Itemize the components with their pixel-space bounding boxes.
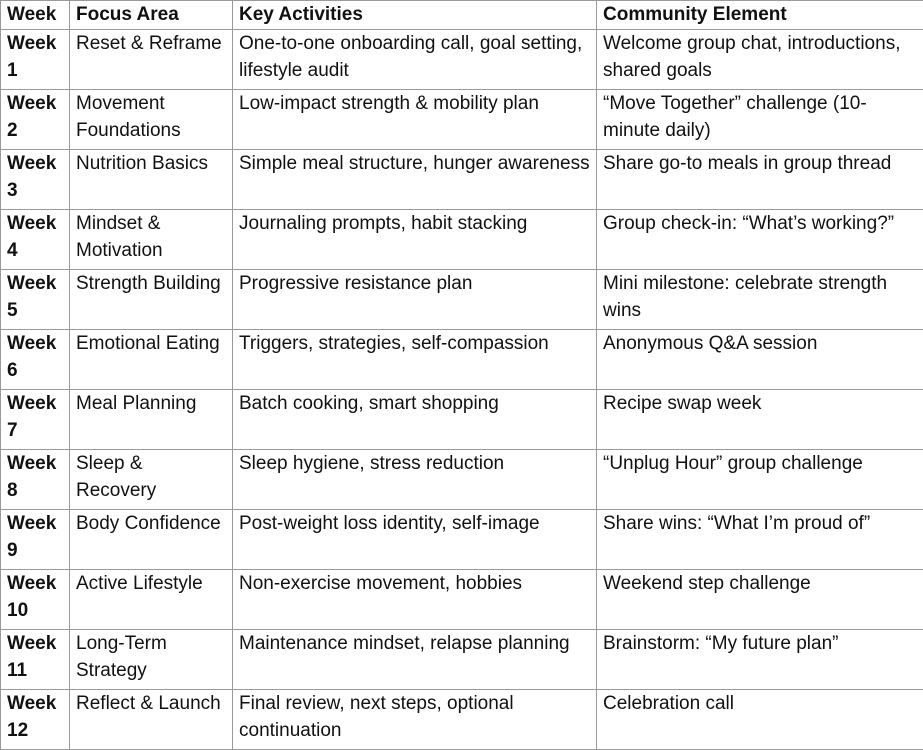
key-activities-cell: Sleep hygiene, stress reduction (233, 450, 597, 510)
key-activities-cell: Simple meal structure, hunger awareness (233, 150, 597, 210)
week-cell: Week 5 (1, 270, 70, 330)
week-cell: Week 4 (1, 210, 70, 270)
week-cell: Week 1 (1, 30, 70, 90)
focus-area-cell: Emotional Eating (70, 330, 233, 390)
key-activities-cell: Maintenance mindset, relapse planning (233, 630, 597, 690)
table-row (1, 630, 923, 690)
table-row (1, 690, 923, 750)
table-row (1, 450, 923, 510)
week-cell: Week 2 (1, 90, 70, 150)
focus-area-cell: Active Lifestyle (70, 570, 233, 630)
focus-area-cell: Strength Building (70, 270, 233, 330)
table-row (1, 30, 923, 90)
header-week: Week (1, 1, 70, 30)
community-element-cell: Celebration call (597, 690, 923, 750)
table-row (1, 210, 923, 270)
key-activities-cell: Journaling prompts, habit stacking (233, 210, 597, 270)
key-activities-cell: Progressive resistance plan (233, 270, 597, 330)
focus-area-cell: Movement Foundations (70, 90, 233, 150)
week-cell: Week 6 (1, 330, 70, 390)
community-element-cell: Anonymous Q&A session (597, 330, 923, 390)
focus-area-cell: Long-Term Strategy (70, 630, 233, 690)
focus-area-cell: Reset & Reframe (70, 30, 233, 90)
week-cell: Week 11 (1, 630, 70, 690)
community-element-cell: “Move Together” challenge (10-minute daily) (597, 90, 923, 150)
table-header (1, 1, 923, 30)
table-row (1, 150, 923, 210)
key-activities-cell: Batch cooking, smart shopping (233, 390, 597, 450)
table-row (1, 90, 923, 150)
header-row (1, 1, 923, 30)
focus-area-cell: Mindset & Motivation (70, 210, 233, 270)
community-element-cell: Group check-in: “What’s working?” (597, 210, 923, 270)
community-element-cell: Share go-to meals in group thread (597, 150, 923, 210)
community-element-cell: Recipe swap week (597, 390, 923, 450)
header-community-element: Community Element (597, 1, 923, 30)
table-row (1, 270, 923, 330)
key-activities-cell: Low-impact strength & mobility plan (233, 90, 597, 150)
header-key-activities: Key Activities (233, 1, 597, 30)
key-activities-cell: Final review, next steps, optional continuation (233, 690, 597, 750)
table-row (1, 330, 923, 390)
focus-area-cell: Body Confidence (70, 510, 233, 570)
community-element-cell: Welcome group chat, introductions, shared goals (597, 30, 923, 90)
table-row (1, 510, 923, 570)
header-focus-area: Focus Area (70, 1, 233, 30)
community-element-cell: Share wins: “What I’m proud of” (597, 510, 923, 570)
community-element-cell: Weekend step challenge (597, 570, 923, 630)
focus-area-cell: Reflect & Launch (70, 690, 233, 750)
week-cell: Week 8 (1, 450, 70, 510)
key-activities-cell: Post-weight loss identity, self-image (233, 510, 597, 570)
community-element-cell: Brainstorm: “My future plan” (597, 630, 923, 690)
community-element-cell: “Unplug Hour” group challenge (597, 450, 923, 510)
week-cell: Week 9 (1, 510, 70, 570)
week-cell: Week 10 (1, 570, 70, 630)
week-cell: Week 12 (1, 690, 70, 750)
key-activities-cell: Non-exercise movement, hobbies (233, 570, 597, 630)
focus-area-cell: Meal Planning (70, 390, 233, 450)
focus-area-cell: Sleep & Recovery (70, 450, 233, 510)
key-activities-cell: One-to-one onboarding call, goal setting, lifestyle audit (233, 30, 597, 90)
week-cell: Week 3 (1, 150, 70, 210)
table-row (1, 570, 923, 630)
table-body (1, 30, 923, 750)
week-cell: Week 7 (1, 390, 70, 450)
table-row (1, 390, 923, 450)
focus-area-cell: Nutrition Basics (70, 150, 233, 210)
community-element-cell: Mini milestone: celebrate strength wins (597, 270, 923, 330)
key-activities-cell: Triggers, strategies, self-compassion (233, 330, 597, 390)
